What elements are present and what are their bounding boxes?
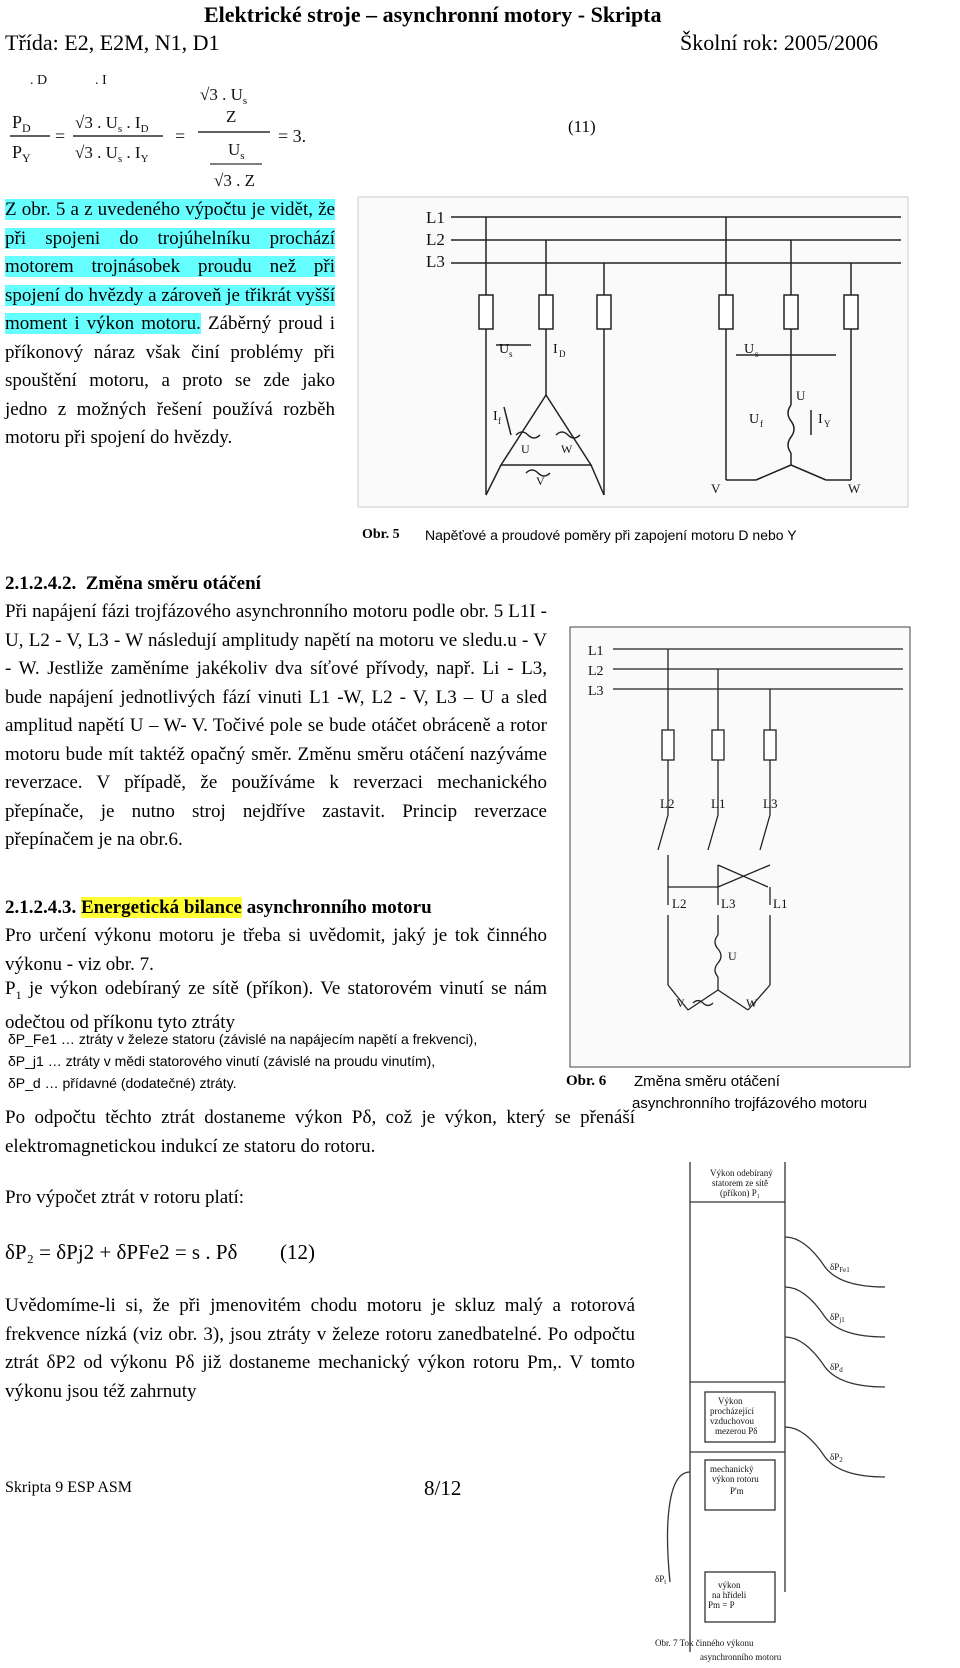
svg-text:=: = [55, 126, 66, 146]
svg-text:na hřídeli: na hřídeli [712, 1590, 747, 1600]
svg-text:Pm = P: Pm = P [708, 1600, 735, 1610]
paragraph-rest: Záběrný proud i příkonový náraz však činí problémy při spouštění motoru, a proto se zde jako jedno z možných řešení používá rozběh motoru při spojení do hvězdy. [5, 313, 336, 448]
footer-left: Skripta 9 ESP ASM [5, 1479, 132, 1496]
figure-5-diagram [356, 195, 916, 555]
svg-text:Výkon: Výkon [718, 1396, 743, 1406]
svg-text:L1: L1 [773, 896, 788, 911]
svg-text:U: U [499, 342, 510, 357]
svg-text:výkon rotoru: výkon rotoru [712, 1474, 759, 1484]
loss-item: δP_d … přídavné (dodatečné) ztráty. [8, 1075, 237, 1091]
svg-text:s: s [755, 349, 759, 359]
svg-text:L2: L2 [588, 664, 604, 679]
svg-text:Výkon odebíraný: Výkon odebíraný [710, 1168, 773, 1178]
svg-text:V: V [711, 481, 721, 496]
svg-text:U: U [749, 412, 760, 427]
paragraph-intro [5, 196, 335, 453]
svg-text:statorem ze sítě: statorem ze sítě [712, 1178, 768, 1188]
svg-text:Z: Z [226, 107, 237, 126]
svg-text:δP2: $\delta P_2$ [830, 1452, 843, 1464]
svg-text:Y: Y [824, 419, 831, 429]
svg-text:PD: $P_D$ [12, 112, 31, 135]
svg-text:V: V [676, 996, 685, 1010]
fig5-l1: L1 [426, 208, 445, 227]
svg-text:U: U [521, 442, 530, 456]
svg-text:δPFe1: $\delta P_{Fe1}$ [830, 1262, 850, 1274]
svg-text:vzduchovou: vzduchovou [710, 1416, 754, 1426]
fig6-caption-line2: asynchronního trojfázového motoru [632, 1095, 868, 1112]
svg-text:Us: $U_s$ [228, 140, 245, 162]
svg-text:L2: L2 [672, 896, 687, 911]
equation-11 [0, 62, 320, 194]
paragraph-energy-5: Uvědomíme-li si, že při jmenovitém chodu motoru je skluz malý a rotorová frekvence nízká (viz obr. 3), jsou ztráty v železe rotoru zanedbatelné. Po odpočtu ztrát δP2 od výkonu Pδ již dostaneme mechanický výkon rotoru Pm,. V tomto výkonu jsou též zahrnuty [5, 1295, 635, 1402]
eq11-result: = 3. [278, 126, 307, 146]
fig6-caption-line1: Změna směru otáčení [634, 1073, 780, 1090]
eq11-number: (11) [568, 117, 596, 136]
svg-text:W: W [746, 996, 758, 1010]
svg-text:s: s [509, 349, 513, 359]
school-year-label: Školní rok: 2005/2006 [680, 30, 879, 55]
svg-text:f: f [760, 419, 763, 429]
svg-text:√3 . Us: √3 . $U_s$ [200, 85, 248, 107]
highlight-text: Z obr. 5 a z uvedeného výpočtu je vidět, že při spojeni do trojúhelníku prochází motorem trojnásobek proudu než při spojení do hvězdy a zároveň je třikrát vyšší moment i výkon motoru. [5, 199, 335, 334]
svg-text:δPj1: $\delta P_{j1}$ [830, 1312, 845, 1324]
svg-text:asynchronního motoru: asynchronního motoru [700, 1652, 782, 1662]
svg-text:L3: L3 [721, 896, 736, 911]
fig6-label: Obr. 6 [566, 1073, 607, 1089]
fig5-caption: Napěťové a proudové poměry při zapojení motoru D nebo Y [425, 527, 797, 543]
svg-text:L3: L3 [588, 684, 604, 699]
equation-12-number: (12) [280, 1240, 315, 1264]
svg-text:I: I [553, 342, 558, 357]
svg-text:U: U [744, 342, 755, 357]
svg-text:W: W [848, 481, 861, 496]
svg-text:√3 . Us . IY: √3 . $U_s$ . $I_Y$ [75, 143, 149, 165]
fig6-top-l1: L1 [711, 796, 726, 811]
svg-text:δPt: $\delta P_t$ [655, 1574, 667, 1586]
svg-text:PY: $P_Y$ [12, 142, 31, 165]
fig6-top-l2: L2 [660, 796, 675, 811]
loss-item: δP_j1 … ztráty v mědi statorového vinutí (závislé na proudu vinutím), [8, 1053, 436, 1069]
svg-text:√3 . Us . ID: √3 . $U_s$ . $I_D$ [75, 113, 149, 135]
class-label: Třída: E2, E2M, N1, D1 [5, 30, 220, 55]
svg-text:Obr. 7 Tok činného výkonu: Obr. 7 Tok činného výkonu [655, 1638, 754, 1648]
svg-text:U: U [796, 388, 806, 403]
svg-text:. D: . D [30, 73, 48, 88]
losses-list [8, 1028, 477, 1094]
svg-text:I: I [818, 412, 823, 427]
svg-text:δPd: $\delta P_d$ [830, 1362, 843, 1374]
svg-text:výkon: výkon [718, 1580, 741, 1590]
section-heading-energy: 2.1.2.4.3. Energetická bilance asynchronního motoru [5, 897, 432, 918]
loss-item: δP_Fe1 … ztráty v železe statoru (závislé na napájecím napětí a frekvenci), [8, 1031, 478, 1047]
paragraph-energy-1: Pro určení výkonu motoru je třeba si uvědomit, jaký je tok činného výkonu - viz obr. 7. [5, 925, 547, 975]
fig6-top-l3: L3 [763, 796, 778, 811]
paragraph-energy-3: Po odpočtu těchto ztrát dostaneme výkon Pδ, což je výkon, který se přenáší elektromagnetickou indukcí ze statoru do rotoru. [5, 1107, 635, 1157]
figure-6-diagram [568, 625, 918, 1075]
svg-text:procházející: procházející [710, 1406, 754, 1416]
highlight-energy: Energetická bilance [81, 897, 242, 918]
svg-text:V: V [536, 474, 545, 488]
svg-text:U: U [728, 949, 737, 963]
paragraph-energy-2: $P_1$ je výkon odebíraný ze sítě (příkon). Ve statorovém vinutí se nám odečtou od příkonu tyto ztráty [5, 978, 547, 1034]
svg-text:mechanický: mechanický [710, 1464, 754, 1474]
doc-title: Elektrické stroje – asynchronní motory - Skripta [204, 2, 662, 27]
svg-text:D: D [559, 349, 566, 359]
page-number: 8/12 [424, 1476, 462, 1500]
svg-text:=: = [175, 126, 186, 146]
svg-text:. I: . I [95, 73, 107, 88]
equation-12: δP₂ = δPj2 + δPFe2 = s . Pδ [5, 1240, 238, 1264]
svg-text:L1: L1 [588, 644, 604, 659]
svg-text:(příkon) P₁: (příkon) P₁ [720, 1188, 760, 1198]
fig5-l3: L3 [426, 252, 445, 271]
figure-7-diagram [650, 1142, 920, 1668]
svg-text:√3 . Z: √3 . Z [214, 171, 255, 190]
svg-text:mezerou Pδ: mezerou Pδ [715, 1426, 758, 1436]
fig5-label: Obr. 5 [362, 527, 400, 542]
svg-text:W: W [561, 442, 573, 456]
svg-text:f: f [498, 416, 501, 426]
paragraph-reverse: Při napájení fázi trojfázového asynchronního motoru podle obr. 5 L1I - U, L2 - V, L3 - W následují amplitudy napětí na motoru ve sledu.u - V - W. Jestliže zaměníme jakékoliv dva síťové přívody, např. Li - L3, bude napájení jednotlivých fází vinuti L1 -W, L2 - V, L3 – U a sled amplitud napětí U – W- V. Točivé pole se bude otáčet obráceně a rotor motoru bude mít taktéž opačný směr. Změnu směru otáčení nazýváme reverzace. V případě, že používáme k reverzaci mechanického přepínače, je nutno stroj nejdříve zastavit. Princip reverzace přepínačem je na obr.6. [5, 601, 547, 850]
paragraph-energy-4: Pro výpočet ztrát v rotoru platí: [5, 1187, 245, 1208]
fig5-l2: L2 [426, 230, 445, 249]
section-heading-reverse: 2.1.2.4.2. Změna směru otáčení [5, 573, 261, 594]
svg-text:I: I [493, 409, 498, 424]
svg-text:P'm: P'm [730, 1486, 744, 1496]
